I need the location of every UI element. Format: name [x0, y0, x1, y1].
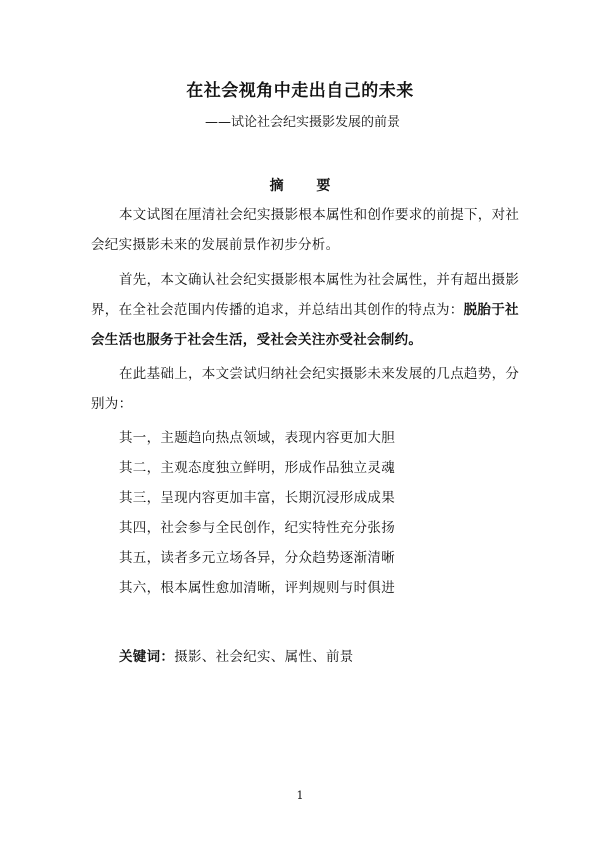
page-number: 1	[296, 789, 304, 802]
paragraph-3-text: 在此基础上，本文尝试归纳社会纪实摄影未来发展的几点趋势，分别为：	[91, 366, 520, 412]
list-item: 其五，读者多元立场各异，分众趋势逐渐清晰	[119, 550, 395, 566]
list-item: 其六，根本属性愈加清晰，评判规则与时俱进	[119, 580, 395, 596]
abstract-paragraph-1: 本文试图在厘清社会纪实摄影根本属性和创作要求的前提下，对社会纪实摄影未来的发展前景作初步分析。	[91, 207, 520, 253]
list-item: 其三，呈现内容更加丰富，长期沉浸形成成果	[119, 490, 395, 506]
list-item: 其四，社会参与全民创作，纪实特性充分张扬	[119, 520, 395, 536]
abstract-paragraph-2	[91, 265, 521, 355]
keywords-value: 摄影、社会纪实、属性、前景	[174, 649, 354, 665]
abstract-heading: 摘 要	[269, 178, 345, 194]
paragraph-2-emphasis: 脱胎于社会生活也服务于社会生活，受社会关注亦受社会制约。	[91, 302, 519, 348]
list-item: 其二，主观态度独立鲜明，形成作品独立灵魂	[119, 460, 395, 476]
paragraph-2-text: 首先，本文确认社会纪实摄影根本属性为社会属性，并有超出摄影界，在全社会范围内传播的追求，并总结出其创作的特点为：	[91, 272, 520, 318]
keywords-line	[119, 645, 354, 665]
document-subtitle: ——试论社会纪实摄影发展的前景	[205, 115, 401, 130]
abstract-paragraph-3	[91, 359, 521, 419]
list-item: 其一，主题趋向热点领域，表现内容更加大胆	[119, 430, 395, 446]
abstract-body	[91, 200, 521, 260]
keywords-label: 关键词：	[119, 649, 175, 665]
document-title: 在社会视角中走出自己的未来	[186, 81, 414, 101]
trend-list	[119, 423, 395, 603]
